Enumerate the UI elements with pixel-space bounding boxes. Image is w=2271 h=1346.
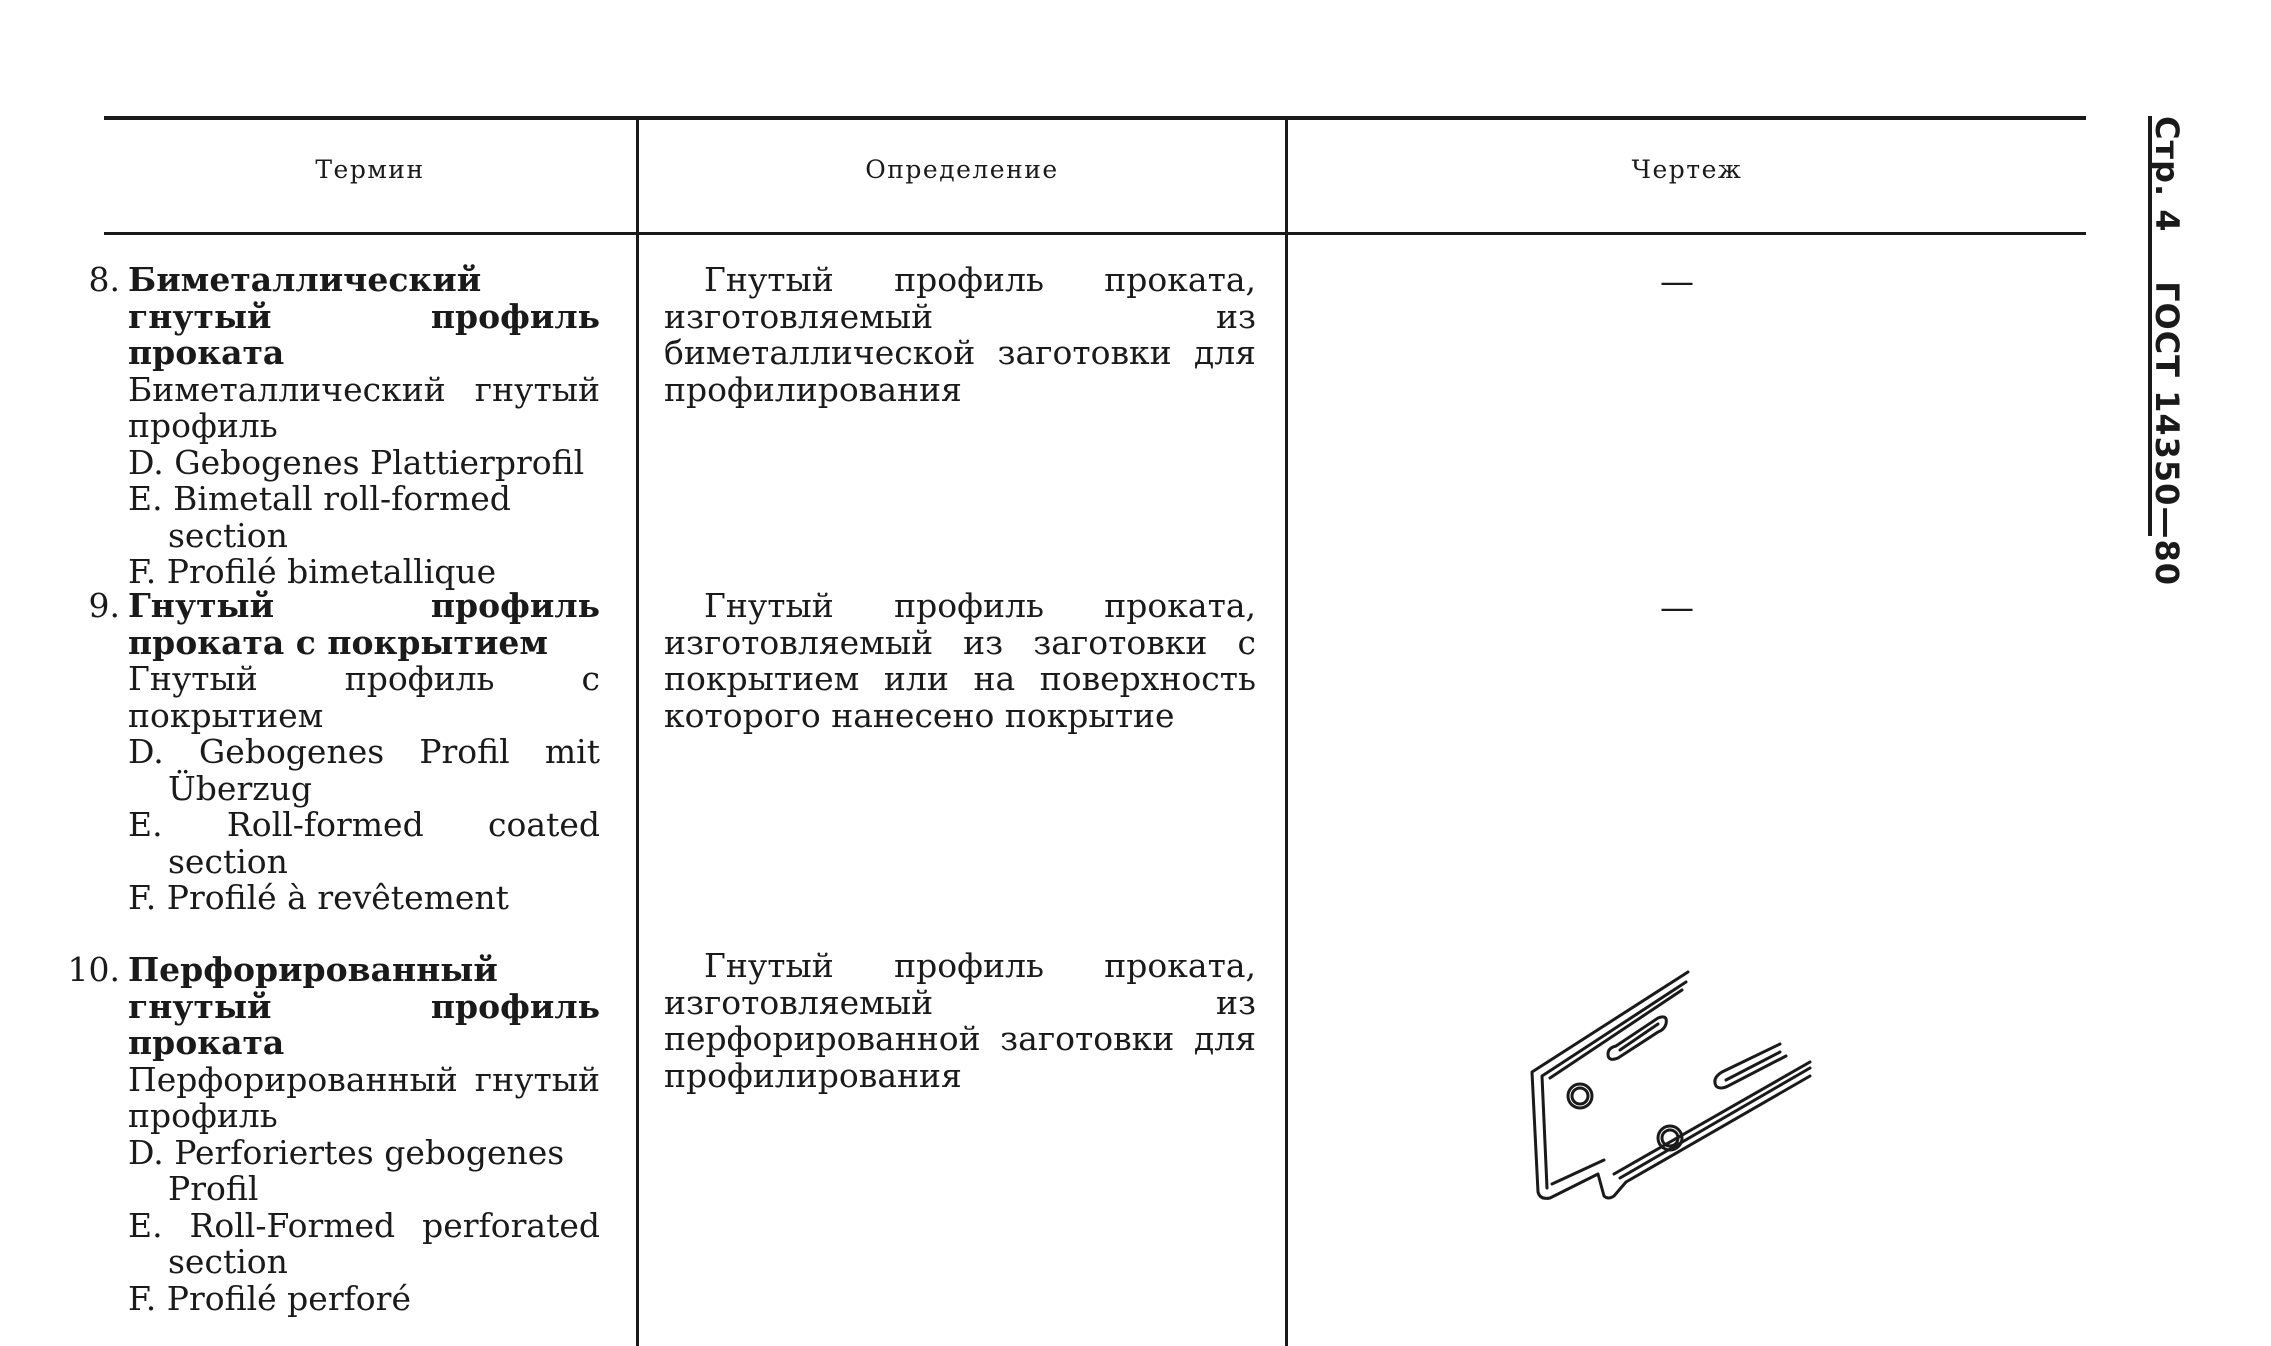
term-synonym: Перфорированный гнутый профиль	[128, 1059, 600, 1135]
term-english: E. Roll-formed coated section	[128, 805, 600, 881]
definition-8: Гнутый профиль проката, изготовляемый из биметаллической заготовки для профилирования	[664, 260, 1256, 409]
definition-10: Гнутый профиль проката, изготовляемый из перфорированной заготовки для профилирования	[664, 946, 1256, 1095]
term-english: E. Bimetall roll-formed section	[128, 479, 511, 555]
term-english: E. Roll-Formed perforated section	[128, 1205, 600, 1281]
table-top-rule	[104, 116, 2086, 120]
term-title: Биметаллический гнутый профиль проката	[128, 260, 600, 372]
profile-flange-edge	[1614, 1062, 1810, 1174]
term-german: D. Gebogenes Plattierprofil	[128, 442, 585, 482]
drawing-none-8: —	[1660, 262, 1694, 302]
column-divider-2	[1285, 118, 1288, 1346]
page-number: Стр. 4	[2148, 116, 2186, 233]
term-entry-9	[60, 588, 600, 917]
perforated-profile-drawing	[1510, 960, 1830, 1220]
term-synonym: Биметаллический гнутый профиль	[128, 369, 600, 445]
running-header-text	[2148, 116, 2186, 586]
term-german: D. Gebogenes Profil mit Überzug	[128, 732, 600, 808]
term-title: Перфорированный гнутый профиль проката	[128, 950, 600, 1062]
table-header-rule	[104, 232, 2086, 235]
entry-number: 9.	[88, 586, 120, 625]
column-header-drawing: Чертеж	[1631, 155, 1743, 184]
term-synonym: Гнутый профиль с покрытием	[128, 659, 600, 735]
profile-inner-edge	[1542, 982, 1686, 1188]
running-header	[2148, 116, 2186, 586]
term-french: F. Profilé perforé	[128, 1278, 411, 1318]
term-title: Гнутый профиль проката с покрытием	[128, 586, 600, 662]
definition-9: Гнутый профиль проката, изготовляемый из заготовки с покрытием или на поверхность которого нанесено покрытие	[664, 586, 1256, 735]
standard-number: ГОСТ 14350—80	[2148, 281, 2186, 586]
column-header-definition: Определение	[865, 155, 1059, 184]
drawing-none-9: —	[1660, 588, 1694, 628]
term-entry-8	[60, 262, 600, 591]
term-french: F. Profilé bimetallique	[128, 552, 497, 591]
term-german: D. Perforiertes gebogenes Profil	[128, 1132, 565, 1208]
term-entry-10	[60, 952, 600, 1317]
entry-number: 10.	[67, 950, 120, 989]
entry-number: 8.	[88, 260, 120, 299]
hole-left-inner	[1572, 1088, 1588, 1104]
profile-bend-line	[1550, 990, 1682, 1078]
column-header-term: Термин	[315, 155, 425, 184]
column-divider-1	[636, 118, 639, 1346]
term-french: F. Profilé à revêtement	[128, 878, 509, 917]
profile-lower-lip	[1552, 1160, 1604, 1184]
